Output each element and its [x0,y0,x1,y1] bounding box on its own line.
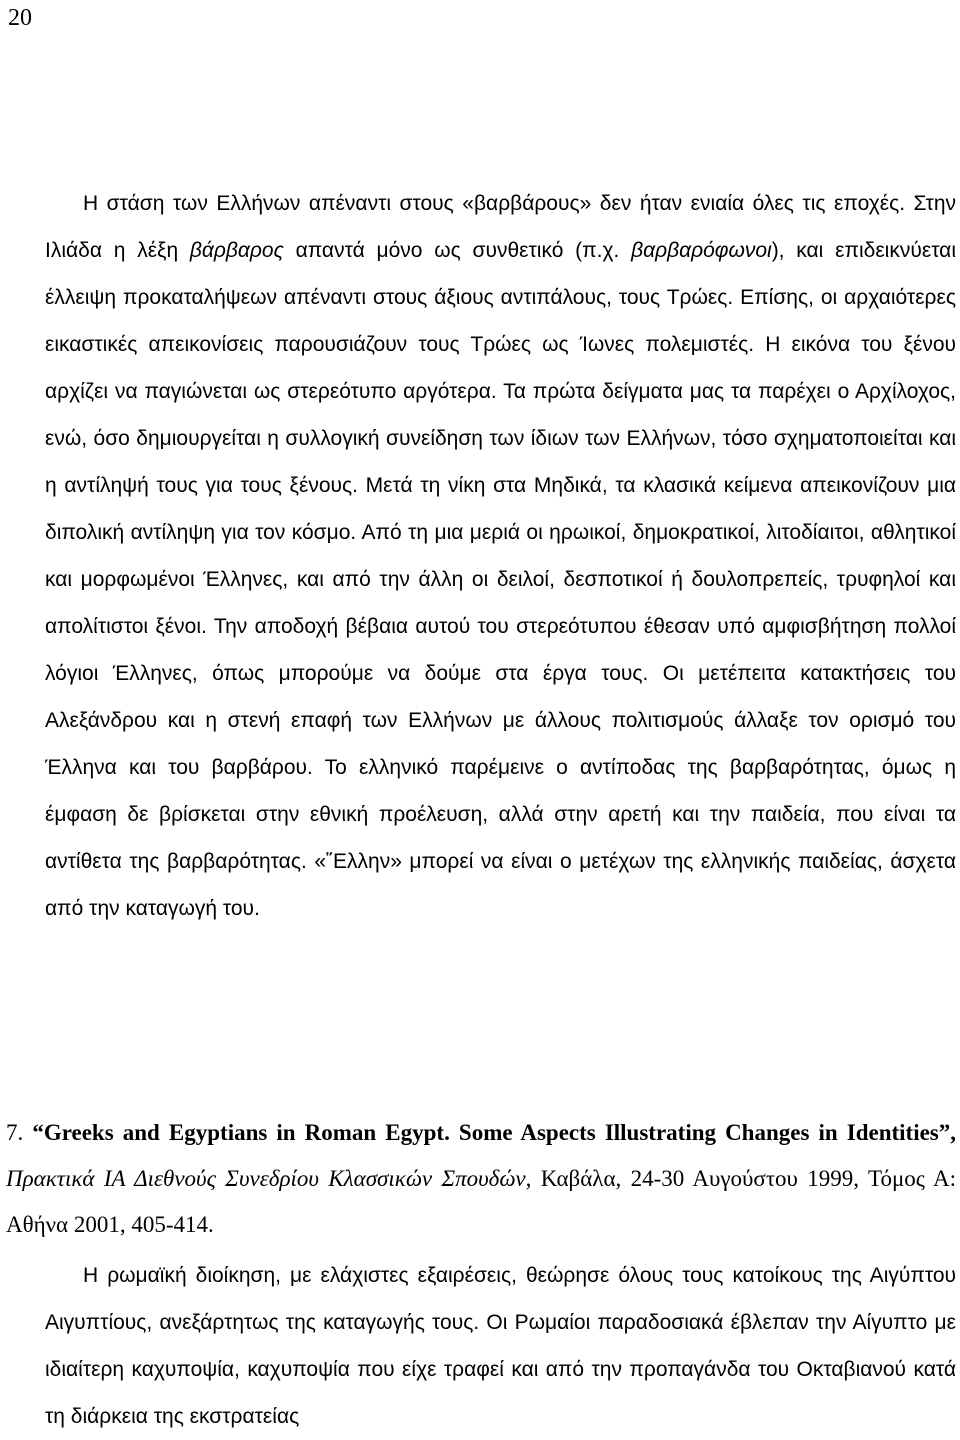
body-paragraph-1 [45,180,956,932]
paragraph-text: Η στάση των Ελλήνων απέναντι στους «βαρβάρους» δεν ήταν ενιαία όλες τις εποχές. Στην Ιλιάδα η λέξη [45,192,956,262]
page-number: 20 [8,5,32,31]
reference-details: , Καβάλα, 24-30 Αυγούστου 1999, Τόμος Α: Αθήνα 2001, 405-414. [6,1166,956,1237]
paragraph-text: Η ρωμαϊκή διοίκηση, με ελάχιστες εξαιρέσεις, θεώρησε όλους τους κατοίκους της Αιγύπτου Αιγυπτίους, ανεξάρτητως της καταγωγής τους. Οι Ρωμαίοι παραδοσιακά έβλεπαν την Αίγυπτο με ιδιαίτερη καχυποψία, καχυποψία που είχε τραφεί και από την προπαγάνδα του Οκταβιανού κατά τη διάρκεια της εκστρατείας [45,1264,956,1428]
paragraph-text: ), και επιδεικνύεται έλλειψη προκαταλήψεων απέναντι στους άξιους αντιπάλους, τους Τρώες. Επίσης, οι αρχαιότερες εικαστικές απεικονίσεις παρουσιάζουν τους Τρώες ως Ίωνες πολεμιστές. Η εικόνα του ξένου αρχίζει να παγιώνεται ως στερεότυπο αργότερα. Τα πρώτα δείγματα μας τα παρέχει ο Αρχίλοχος, ενώ, όσο δημιουργείται η συλλογική συνείδηση των ίδιων των Ελλήνων, τόσο σχηματοποιείται και η αντίληψή τους για τους ξένους. Μετά τη νίκη στα Μηδικά, τα κλασικά κείμενα απεικονίζουν μια διπολική αντίληψη για τον κόσμο. Από τη μια μεριά οι ηρωικοί, δημοκρατικοί, λιτοδίαιτοι, αθλητικοί και μορφωμένοι Έλληνες, και από την άλλη οι δειλοί, δεσποτικοί ή δουλοπρεπείς, τρυφηλοί και απολίτιστοι ξένοι. Την αποδοχή βέβαια αυτού του στερεότυπου έθεσαν υπό αμφισβήτηση πολλοί λόγιοι Έλληνες, όπως μπορούμε να δούμε στα έργα τους. Οι μετέπειτα κατακτήσεις του Αλεξάνδρου και η στενή επαφή των Ελλήνων με άλλους πολιτισμούς άλλαξε τον ορισμό του Έλληνα και του βαρβάρου. Το ελληνικό παρέμεινε ο αντίποδας της βαρβαρότητας, όμως η έμφαση δε βρίσκεται στην εθνική προέλευση, αλλά στην αρετή και την παιδεία, που είναι τα αντίθετα της βαρβαρότητας. «῞Ελλην» μπορεί να είναι ο μετέχων της ελληνικής παιδείας, άσχετα από την καταγωγή του. [45,239,956,920]
reference-entry [6,1110,956,1248]
paragraph-text: απαντά μόνο ως συνθετικό (π.χ. [283,239,632,262]
reference-venue: Πρακτικά ΙΑ Διεθνούς Συνεδρίου Κλασσικών Σπουδών [6,1166,526,1191]
body-paragraph-2 [45,1252,956,1440]
italic-term: βάρβαρος [189,239,284,262]
reference-title: “Greeks and Egyptians in Roman Egypt. Some Aspects Illustrating Changes in Identities”, [32,1120,956,1145]
italic-term: βαρβαρόφωνοι [631,239,772,262]
reference-number: 7. [6,1120,24,1145]
